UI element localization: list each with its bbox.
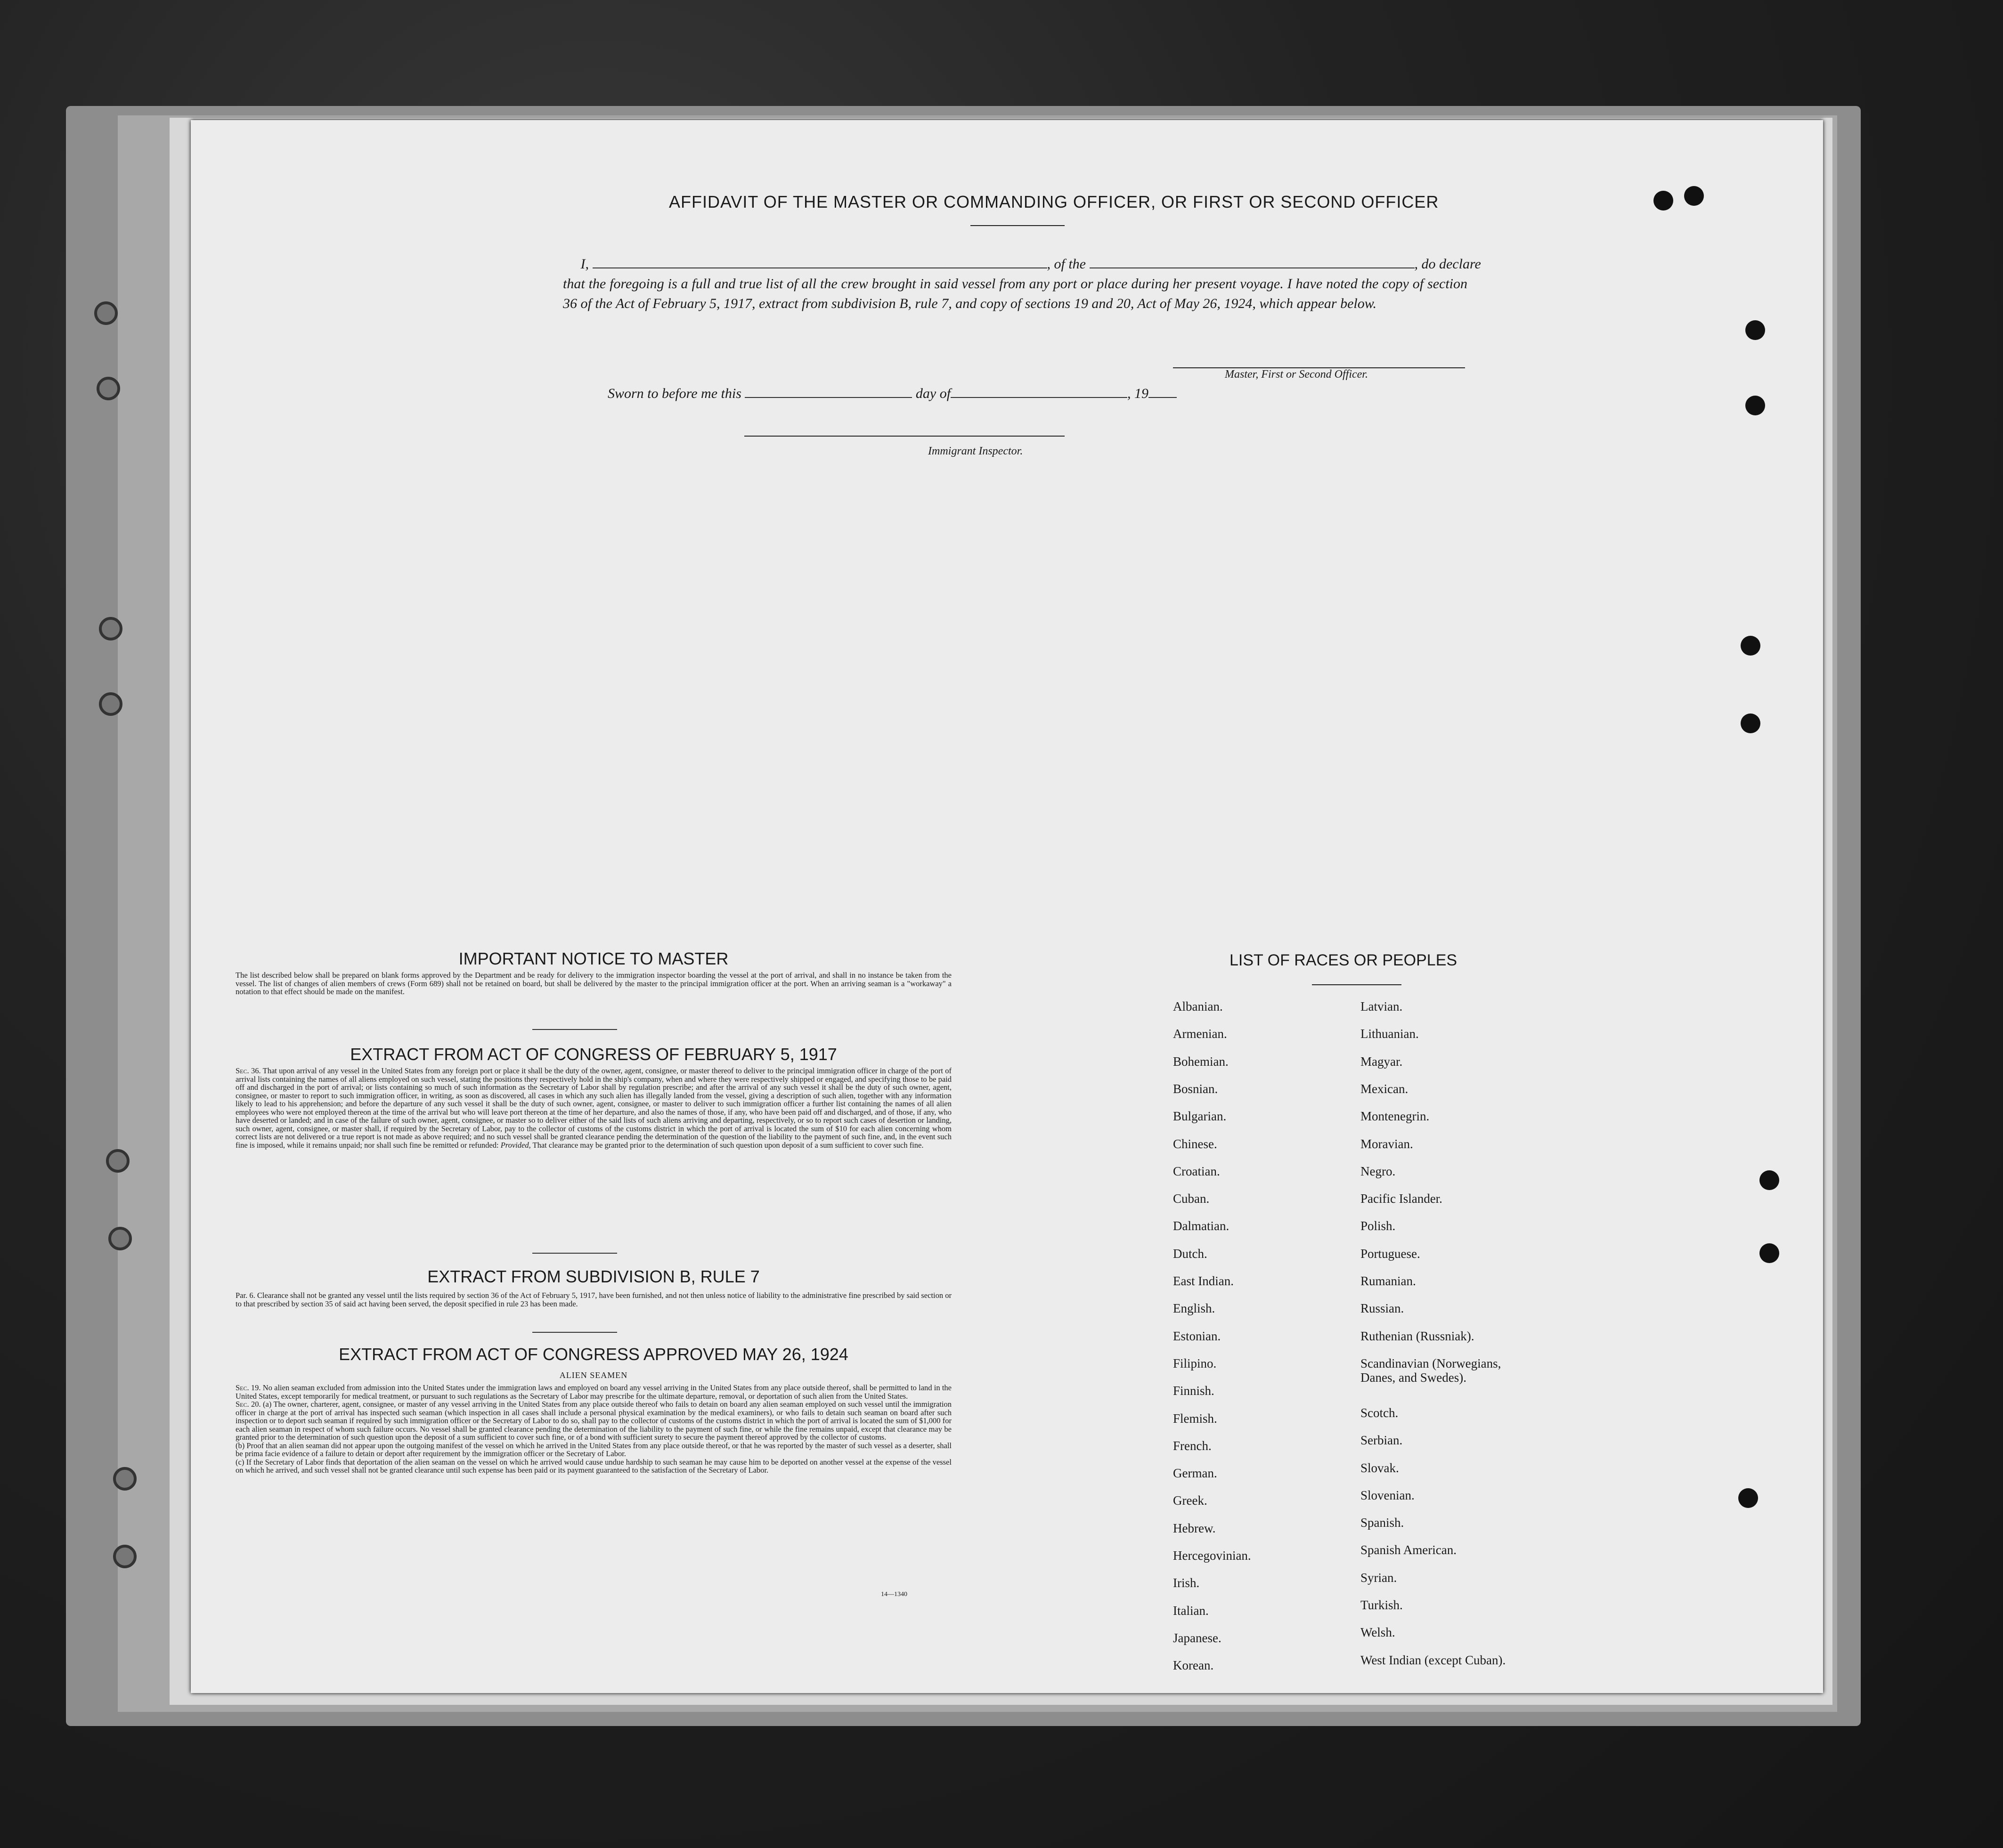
race-item: Welsh. xyxy=(1360,1625,1395,1640)
punch-hole xyxy=(1684,186,1704,206)
race-item: Ruthenian (Russniak). xyxy=(1360,1329,1474,1343)
notice-title: IMPORTANT NOTICE TO MASTER xyxy=(458,949,729,968)
race-item: East Indian. xyxy=(1173,1274,1234,1288)
section-19 xyxy=(236,1384,952,1400)
race-item: Spanish American. xyxy=(1360,1543,1457,1557)
race-item: Bohemian. xyxy=(1173,1054,1229,1069)
race-item: Scotch. xyxy=(1360,1405,1399,1420)
sworn-year: , 19 xyxy=(1127,386,1149,401)
extract3-subtitle: ALIEN SEAMEN xyxy=(559,1370,628,1380)
race-item: Hercegovinian. xyxy=(1173,1548,1251,1563)
punch-hole xyxy=(1738,1488,1758,1508)
notice-body: The list described below shall be prepared on blank forms approved by the Department and be ready for delivery to the immigration inspector boarding the vessel at the port of arrival, and shall in no instance be taken from the vessel. The list of changes of alien members of crews (Form 689) shall not be retained on board, but shall be delivered by the master to the principal immigration officer at the port. When an arriving seaman is a "workaway" a notation to that effect should be made on the manifest. xyxy=(236,971,952,996)
punch-hole xyxy=(1741,636,1760,656)
sworn-year-field[interactable] xyxy=(1148,384,1177,398)
affidavit-i: I, xyxy=(580,256,589,272)
extract1-text: That upon arrival of any vessel in the United States from any foreign port or place it shall be the duty of the owner, agent, consignee, or master thereof to deliver to the principal immigration officer in charge of the port of arrival lists containing the names of all aliens employed on such vessel, stating the positions they respectively hold in the ship's company, when and where they were respectively shipped or engaged, and specifying those to be paid off and discharged in the port of arrival; or lists containing so much of such information as the Secretary of Labor shall by regulation prescribe; and after the arrival of any such vessel it shall be the duty of such owner, agent, consignee, or master to report to such immigration officer, in writing, as soon as discovered, all cases in which any such alien has illegally landed from the vessel, giving a description of such alien, together with any information likely to lead to his apprehension; and before the departure of any such vessel it shall be the duty of such owner, agent, consignee, or master to deliver to such immigration officer a further list containing the names of all alien employees who were not employed thereon at the time of the arrival but who will leave port thereon at the time of her departure, and also the names of those, if any, who have been paid off and discharged, and of those, if any, who have deserted or landed; and in case of the failure of such owner, agent, consignee, or master so to deliver either of the said lists of such aliens arriving and departing, respectively, or so to report such cases of desertion or landing, such owner, agent, consignee, or master shall, if required by the Secretary of Labor, pay to the collector of customs of the customs district in which the port of arrival is located the sum of $10 for each alien concerning whom correct lists are not delivered or a true report is not made as above required; and no such vessel shall be granted clearance pending the determination of the question of the liability to the payment of such fine, and, in the event such fine is imposed, while it remains unpaid; nor shall such fine be remitted or refunded: xyxy=(236,1066,952,1150)
form-number: 14—1340 xyxy=(881,1591,907,1598)
sworn-prefix: Sworn to before me this xyxy=(608,386,741,401)
race-item: Japanese. xyxy=(1173,1630,1221,1645)
extract2-title: EXTRACT FROM SUBDIVISION B, RULE 7 xyxy=(427,1267,760,1286)
binder-ring xyxy=(108,1227,132,1250)
race-item: Portuguese. xyxy=(1360,1246,1420,1261)
punch-hole xyxy=(1741,713,1760,733)
inspector-label: Immigrant Inspector. xyxy=(928,445,1023,457)
race-item: German. xyxy=(1173,1466,1217,1481)
sworn-day-field[interactable] xyxy=(745,384,912,398)
extract3-title: EXTRACT FROM ACT OF CONGRESS APPROVED MAY 26, 1924 xyxy=(339,1345,848,1364)
race-item: Latvian. xyxy=(1360,999,1403,1013)
race-item: Negro. xyxy=(1360,1164,1396,1178)
race-item: Slovak. xyxy=(1360,1460,1399,1475)
race-item: Albanian. xyxy=(1173,999,1223,1013)
vessel-name-field[interactable] xyxy=(1090,254,1415,268)
race-item: Korean. xyxy=(1173,1658,1214,1673)
affidavit-body: that the foregoing is a full and true list of all the crew brought in said vessel from any port or place during her present voyage. I have noted the copy of section 36 of the Act of February 5, 1917, extract from subdivision B, rule 7, and copy of sections 19 and 20, Act of May 26, 1924, which appear below. xyxy=(563,276,1467,311)
section-20c: (c) If the Secretary of Labor finds that deportation of the alien seaman on the vessel on which he arrived would cause undue hardship to such seaman he may cause him to be deported on another vessel at the expense of the vessel on which he arrived, and such vessel shall not be granted clearance until such expense has been paid or its payment guaranteed to the satisfaction of the Secretary of Labor. xyxy=(236,1457,952,1475)
race-item: Rumanian. xyxy=(1360,1274,1416,1288)
sworn-day-of: day of xyxy=(915,386,951,401)
race-item: Slovenian. xyxy=(1360,1488,1415,1502)
race-item: Montenegrin. xyxy=(1360,1109,1430,1124)
affidavit-declare: , do declare xyxy=(1414,256,1481,272)
sec20-label: Sec. 20. xyxy=(236,1400,261,1409)
punch-hole xyxy=(1759,1243,1779,1263)
race-item: Scandinavian (Norwegians, Danes, and Swedes). xyxy=(1360,1356,1501,1385)
races-title-rule xyxy=(1312,984,1401,985)
master-name-field[interactable] xyxy=(593,254,1047,268)
race-item: Pacific Islander. xyxy=(1360,1191,1442,1206)
race-item: Bulgarian. xyxy=(1173,1109,1227,1124)
race-item: Polish. xyxy=(1360,1219,1396,1233)
race-item: Dalmatian. xyxy=(1173,1219,1229,1233)
race-item: Croatian. xyxy=(1173,1164,1220,1178)
race-item: Armenian. xyxy=(1173,1027,1227,1041)
extract1-text-end: That clearance may be granted prior to the determination of such question upon deposit of a sum sufficient to cover such fine. xyxy=(532,1140,924,1150)
race-item: Lithuanian. xyxy=(1360,1027,1419,1041)
binder-ring xyxy=(99,692,122,716)
extract1-title: EXTRACT FROM ACT OF CONGRESS OF FEBRUARY 5, 1917 xyxy=(350,1045,837,1064)
affidavit-text xyxy=(563,254,1481,314)
race-item: Hebrew. xyxy=(1173,1521,1216,1535)
section-divider xyxy=(532,1253,617,1254)
race-item: Spanish. xyxy=(1360,1516,1404,1530)
affidavit-first-line xyxy=(563,254,1481,274)
extract3-body xyxy=(236,1384,952,1475)
race-item: Flemish. xyxy=(1173,1411,1217,1426)
race-item: Finnish. xyxy=(1173,1384,1214,1398)
section-20b: (b) Proof that an alien seaman did not appear upon the outgoing manifest of the vessel on which he arrived in the United States from any place outside thereof, or that he was reported by the master of such vessel as a deserter, shall be prima facie evidence of a failure to detain or deport after requirement by the immigration officer or the Secretary of Labor. xyxy=(236,1441,952,1458)
punch-hole xyxy=(1653,191,1673,211)
race-item: Mexican. xyxy=(1360,1081,1409,1096)
race-item: Magyar. xyxy=(1360,1054,1403,1069)
signature-label: Master, First or Second Officer. xyxy=(1225,368,1368,381)
race-item: Cuban. xyxy=(1173,1191,1210,1206)
race-item: Serbian. xyxy=(1360,1433,1403,1448)
race-item: Russian. xyxy=(1360,1301,1404,1316)
sec19-label: Sec. 19. xyxy=(236,1383,261,1392)
race-item: Greek. xyxy=(1173,1493,1207,1508)
race-item: Chinese. xyxy=(1173,1136,1217,1151)
race-item: Moravian. xyxy=(1360,1136,1413,1151)
sworn-month-field[interactable] xyxy=(951,384,1127,398)
race-item: French. xyxy=(1173,1438,1212,1453)
race-item: Filipino. xyxy=(1173,1356,1217,1370)
section-divider xyxy=(532,1029,617,1030)
race-item: Irish. xyxy=(1173,1576,1200,1590)
extract1-sec-label: Sec. 36. xyxy=(236,1066,261,1075)
punch-hole xyxy=(1745,396,1765,415)
race-item: Estonian. xyxy=(1173,1329,1221,1343)
punch-hole xyxy=(1759,1170,1779,1190)
section-divider xyxy=(532,1332,617,1333)
binder-ring xyxy=(113,1545,137,1568)
binder-ring xyxy=(94,301,118,325)
race-item: English. xyxy=(1173,1301,1215,1316)
extract2-body: Par. 6. Clearance shall not be granted any vessel until the lists required by section 36 of the Act of February 5, 1917, have been furnished, and not then unless notice of liability to the administrative fine prescribed by said section or to that prescribed by section 35 of said act having been served, the deposit specified in rule 23 has been made. xyxy=(236,1291,952,1308)
punch-hole xyxy=(1745,320,1765,340)
sec19-text: No alien seaman excluded from admission into the United States under the immigration laws and employed on board any vessel arriving in the United States from any place outside thereof, shall be permitted to land in the United States, except temporarily for medical treatment, or pursuant to such regulations as the Secretary of Labor may prescribe for the ultimate departure, removal, or deportation of such alien from the United States. xyxy=(236,1383,952,1401)
race-item: West Indian (except Cuban). xyxy=(1360,1653,1506,1667)
race-item: Dutch. xyxy=(1173,1246,1207,1261)
title-rule xyxy=(970,225,1065,226)
races-title: LIST OF RACES OR PEOPLES xyxy=(1229,951,1457,969)
extract1-body xyxy=(236,1067,952,1149)
affidavit-of-the: , of the xyxy=(1047,256,1086,272)
binder-ring xyxy=(99,617,122,640)
race-item: Bosnian. xyxy=(1173,1081,1218,1096)
affidavit-title: AFFIDAVIT OF THE MASTER OR COMMANDING OFFICER, OR FIRST OR SECOND OFFICER xyxy=(669,192,1439,211)
binder-ring xyxy=(106,1149,130,1173)
race-item: Turkish. xyxy=(1360,1598,1403,1612)
race-item: Italian. xyxy=(1173,1603,1209,1618)
sworn-line xyxy=(608,384,1177,402)
binder-ring xyxy=(113,1467,137,1491)
section-20a xyxy=(236,1400,952,1442)
race-item: Syrian. xyxy=(1360,1570,1397,1585)
sec20a-text: (a) The owner, charterer, agent, consignee, or master of any vessel arriving in the United States from any place outside thereof who fails to detain on board any alien seaman employed on such vessel until the immigration officer in charge at the port of arrival has inspected such seaman (which inspection in all cases shall include a personal physical examination by the medical examiners), or who fails to detain such seaman on board after such inspection or to deport such seaman if required by such immigration officer or the Secretary of Labor to do so, shall pay to the collector of customs of the customs district in which the port of arrival is located the sum of $1,000 for each alien seaman in respect of whom such failure occurs. No vessel shall be granted clearance pending the determination of the liability to the payment of such fine, or while the fine remains unpaid, except that clearance may be granted prior to the determination of such question upon the deposit of a sum sufficient to cover such fine, or of a bond with sufficient surety to secure the payment thereof approved by the collector of customs. xyxy=(236,1400,952,1442)
extract1-provided: Provided, xyxy=(500,1140,531,1150)
inspector-signature-line[interactable] xyxy=(744,436,1065,437)
binder-ring xyxy=(97,377,120,400)
